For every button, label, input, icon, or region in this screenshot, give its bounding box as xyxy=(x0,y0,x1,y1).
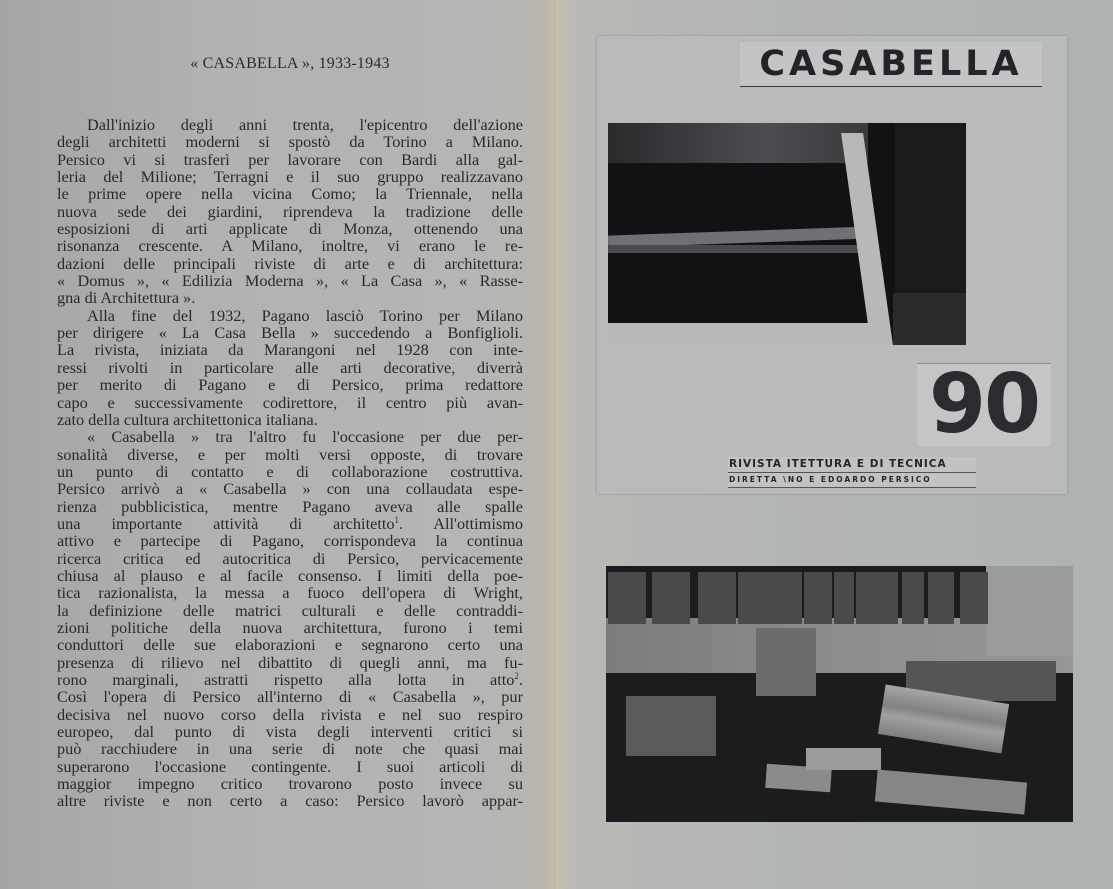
text-line-content: può racchiudere in una serie di note che quasi mai xyxy=(57,739,523,759)
text-line xyxy=(57,307,523,324)
text-line-content: maggior impegno critico trovarono posto invece su xyxy=(57,774,523,794)
text-line xyxy=(57,602,523,619)
text-line-content: degli architetti moderni si spostò da Torino a Milano. xyxy=(57,132,523,152)
text-line xyxy=(57,272,523,289)
text-line-content: sonalità diverse, e per molti versi opposte, di trovare xyxy=(57,444,523,464)
text-line xyxy=(57,758,523,775)
text-line xyxy=(57,706,523,723)
text-line xyxy=(57,411,523,428)
text-line xyxy=(57,584,523,601)
text-line-content: Alla fine del 1932, Pagano lasciò Torino per Milano xyxy=(87,305,523,325)
text-line-content: esposizioni di arti applicate di Monza, ottenendo una xyxy=(57,219,523,239)
text-line xyxy=(57,220,523,237)
text-line-content: la definizione delle matrici culturali e delle contraddi- xyxy=(57,600,523,620)
text-line xyxy=(57,550,523,567)
text-line-content: decisiva nel nuovo corso della rivista e nel suo respiro xyxy=(57,704,523,724)
text-line-content: presenza di rilievo nel dibattito di quegli anni, ma fu- xyxy=(57,652,523,672)
text-line-content: una importante attività di architetto xyxy=(57,513,395,533)
text-line-content: rono marginali, astratti rispetto alla lotta in atto xyxy=(57,670,515,689)
text-line-content: altre riviste e non certo a caso: Persico lavorò appar- xyxy=(57,791,523,811)
text-line xyxy=(57,671,523,688)
text-line-content: le prime opere nella vicina Como; la Triennale, nella xyxy=(57,184,523,204)
text-line-content: un punto di contatto e di collaborazione costruttiva. xyxy=(57,461,523,481)
text-line xyxy=(57,203,523,220)
text-line-content: « Casabella » tra l'altro fu l'occasione per due per- xyxy=(87,427,523,447)
text-line-content: superarono l'occasione contingente. I suoi articoli di xyxy=(57,756,523,776)
body-text xyxy=(57,116,523,810)
footnote-marker: 2 xyxy=(514,671,519,681)
cover-subtitle-line-1: RIVISTA ITETTURA E DI TECNICA xyxy=(728,457,976,473)
text-line xyxy=(57,394,523,411)
cover-subtitle xyxy=(728,457,976,488)
text-line xyxy=(57,359,523,376)
text-line-content: per dirigere « La Casa Bella » succedendo a Bonfiglioli. xyxy=(57,323,523,343)
text-line xyxy=(57,636,523,653)
text-line xyxy=(57,255,523,272)
text-line xyxy=(57,688,523,705)
text-line-content: « Domus », « Edilizia Moderna », « La Casa », « Rasse- xyxy=(57,271,523,291)
cover-issue-number: 90 xyxy=(917,363,1051,446)
text-line-content: tica razionalista, la messa a fuoco dell'opera di Wright, xyxy=(57,583,523,603)
text-line xyxy=(57,775,523,792)
text-line-content: ressi rivolti in particolare alle arti decorative, diverrà xyxy=(57,357,523,377)
text-line xyxy=(57,116,523,133)
text-line-content: dazioni delle principali riviste di arte e di architettura: xyxy=(57,253,523,273)
text-line-content: europeo, dal punto di vista degli interventi critici si xyxy=(57,722,523,742)
text-line-content: risonanza crescente. A Milano, inoltre, vi erano le re- xyxy=(57,236,523,256)
text-line xyxy=(57,480,523,497)
text-line xyxy=(57,740,523,757)
text-line-content: capo e successivamente codirettore, il centro più avan- xyxy=(57,392,523,412)
text-line xyxy=(57,133,523,150)
text-line-content: Persico vi si trasferì per lavorare con Bardi alla gal- xyxy=(57,149,523,169)
text-line xyxy=(57,723,523,740)
text-line xyxy=(57,341,523,358)
cover-masthead: CASABELLA xyxy=(740,42,1042,87)
editorial-office-photo xyxy=(606,566,1073,822)
text-line xyxy=(57,428,523,445)
text-line-content: zato della cultura architettonica italiana. xyxy=(57,409,318,429)
footnote-marker: 1 xyxy=(394,514,400,525)
text-line-content: per merito di Pagano e di Persico, prima redattore xyxy=(57,375,523,395)
text-line-content: chiusa al plauso e al facile consenso. I limiti della poe- xyxy=(57,565,523,585)
text-line xyxy=(57,498,523,515)
text-line xyxy=(57,376,523,393)
text-line xyxy=(57,463,523,480)
text-line xyxy=(57,532,523,549)
text-line-content: gna di Architettura ». xyxy=(57,288,196,308)
text-line xyxy=(57,515,523,532)
text-line xyxy=(57,792,523,809)
text-line-content: ricerca critica ed autocritica di Persico, pervicacemente xyxy=(57,548,523,568)
text-line xyxy=(57,446,523,463)
text-line xyxy=(57,185,523,202)
text-line-content: rienza pubblicistica, mentre Pagano aveva alle spalle xyxy=(57,496,523,516)
text-line-content: La rivista, iniziata da Marangoni nel 1928 con inte- xyxy=(57,340,523,360)
text-line-content: nuova sede dei giardini, riprendeva la tradizione delle xyxy=(57,201,523,221)
text-line xyxy=(57,289,523,306)
cover-subtitle-line-2: DIRETTA \NO E EDOARDO PERSICO xyxy=(728,473,976,488)
cover-architecture-photo xyxy=(608,123,966,345)
text-line-content: attivo e partecipe di Pagano, corrispondeva la continua xyxy=(57,531,523,551)
text-line-content: Così l'opera di Persico all'interno di « Casabella », pur xyxy=(57,687,523,707)
text-line xyxy=(57,168,523,185)
text-line-content: zioni politiche della nuova architettura, furono i temi xyxy=(57,617,523,637)
text-line xyxy=(57,324,523,341)
text-line xyxy=(57,654,523,671)
text-line-content: Dall'inizio degli anni trenta, l'epicentro dell'azione xyxy=(87,115,523,134)
text-line xyxy=(57,237,523,254)
text-line-content: conduttori delle sue elaborazioni e segnarono certo una xyxy=(57,635,523,655)
text-line xyxy=(57,151,523,168)
text-line-content: leria del Milione; Terragni e il suo gruppo realizzavano xyxy=(57,167,523,187)
text-line xyxy=(57,619,523,636)
text-line xyxy=(57,567,523,584)
left-page xyxy=(0,0,556,889)
text-line-continuation: . All'ottimismo xyxy=(399,513,523,533)
text-line-content: Persico arrivò a « Casabella » con una collaudata espe- xyxy=(57,479,523,499)
magazine-cover-image xyxy=(597,36,1067,494)
chapter-title: « CASABELLA », 1933-1943 xyxy=(190,55,390,72)
text-line-continuation: . xyxy=(518,670,523,689)
